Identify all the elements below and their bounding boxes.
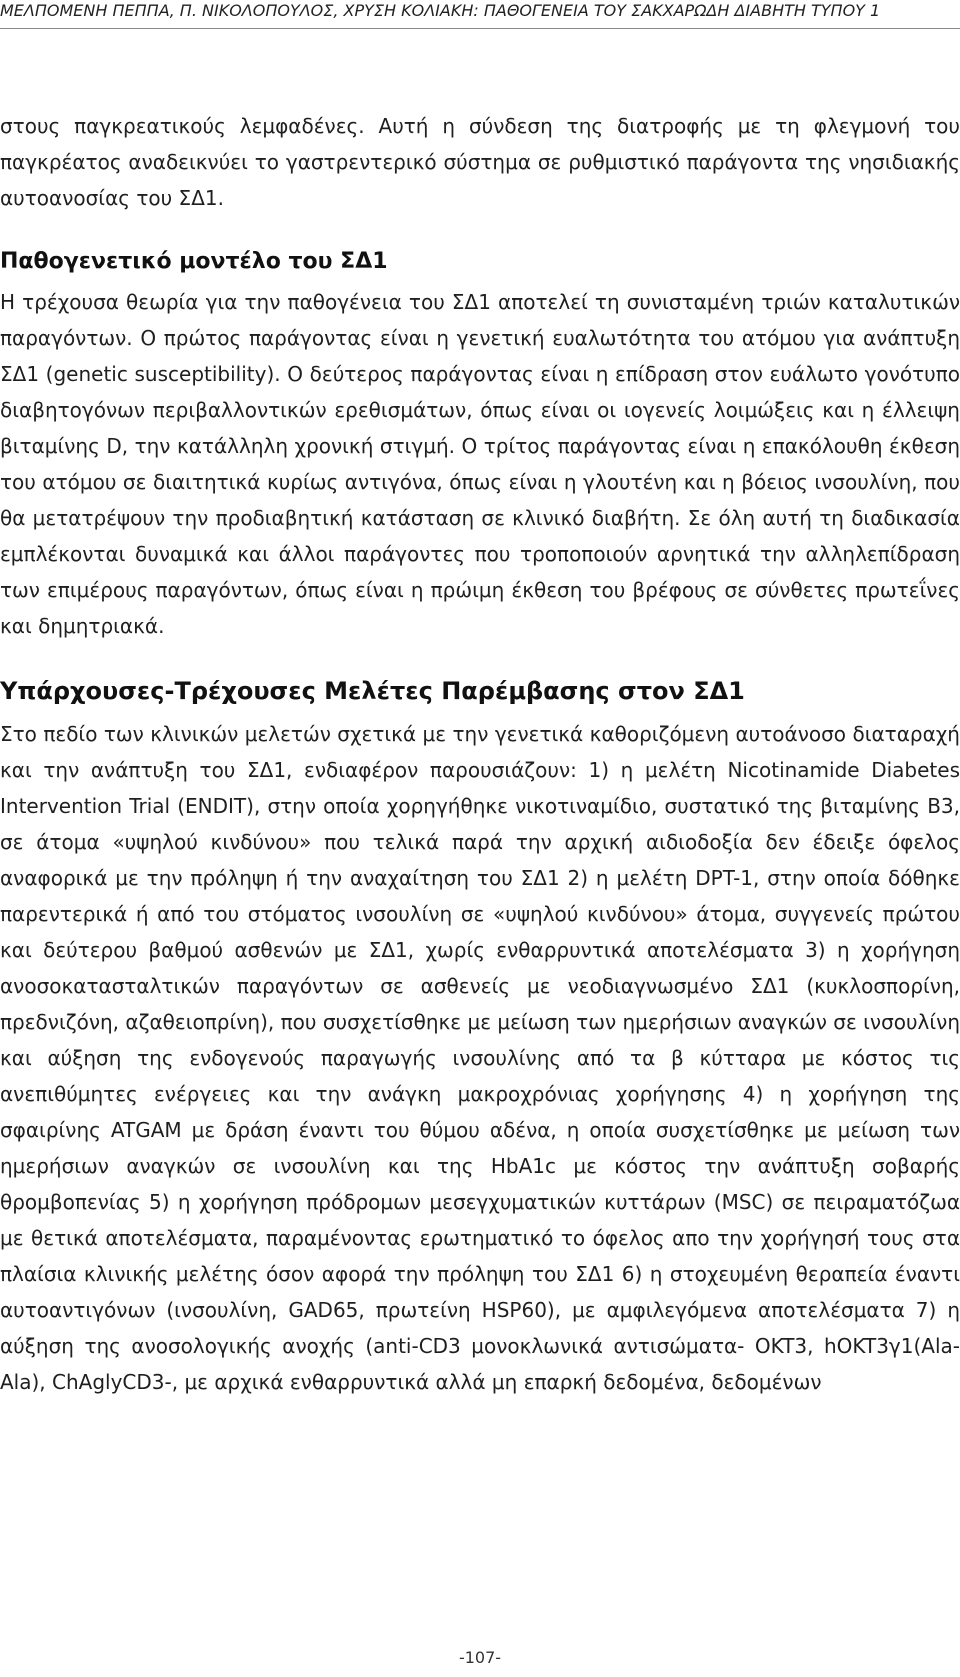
section-heading-pathogenetic-model: Παθογενετικό μοντέλο του ΣΔ1 [0, 249, 388, 274]
intro-paragraph: στους παγκρεατικούς λεμφαδένες. Αυτή η σύνδεση της διατροφής με τη φλεγμονή του παγκρέατος αναδεικνύει το γαστρεντερικό σύστημα σε ρυθμιστικό παράγοντα της νησιδιακής αυτοανοσίας του ΣΔ1. [0, 114, 960, 210]
running-header: ΜΕΛΠΟΜΕΝΗ ΠΕΠΠΑ, Π. ΝΙΚΟΛΟΠΟΥΛΟΣ, ΧΡΥΣΗ ΚΟΛΙΑΚΗ: ΠΑΘΟΓΕΝΕΙΑ ΤΟΥ ΣΑΚΧΑΡΩΔΗ ΔΙΑΒΗΤΗ ΤΥΠΟΥ 1 [0, 1, 881, 20]
intervention-studies-paragraph: Στο πεδίο των κλινικών μελετών σχετικά με την γενετικά καθοριζόμενη αυτοάνοσο διαταραχή και την ανάπτυξη του ΣΔ1, ενδιαφέρον παρουσιάζουν: 1) η μελέτη Nicotinamide Diabetes Intervention Trial (ENDIT), στην οποία χορηγήθηκε νικοτιναμίδιο, συστατικό της βιταμίνης Β3, σε άτομα «υψηλού κινδύνου» που τελικά παρά την αρχική αιδιοδοξία δεν έδειξε όφελος αναφορικά με την πρόληψη ή την αναχαίτηση του ΣΔ1 2) η μελέτη DPT-1, στην οποία δόθηκε παρεντερικά ή από του στόματος ινσουλίνη σε «υψηλού κινδύνου» άτομα, συγγενείς πρώτου και δεύτερου βαθμού ασθενών με ΣΔ1, χωρίς ενθαρρυντικά αποτελέσματα 3) η χορήγηση ανοσοκατασταλτικών παραγόντων σε ασθενείς με νεοδιαγνωσμένο ΣΔ1 (κυκλοσπορίνη, πρεδνιζόνη, αζαθειοπρίνη), που συσχετίσθηκε με μείωση των ημερήσιων αναγκών σε ινσουλίνη και αύξηση της ενδογενούς παραγωγής ινσουλίνης από τα β κύτταρα με κόστος τις ανεπιθύμητες ενέργειες και την ανάγκη μακροχρόνιας χορήγησης 4) η χορήγηση της σφαιρίνης ATGAM με δράση έναντι του θύμου αδένα, η οποία συσχετίσθηκε με μείωση των ημερήσιων αναγκών σε ινσουλίνη και της HbA1c με κόστος την ανάπτυξη σοβαρής θρομβοπενίας 5) η χορήγηση πρόδρομων μεσεγχυματικών κυττάρων (MSC) σε πειραματόζωα με θετικά αποτελέσματα, παραμένοντας ερωτηματικό το όφελος απο την χορήγησή τους στα πλαίσια κλινικής μελέτης όσον αφορά την πρόληψη του ΣΔ1 6) η στοχευμένη θεραπεία έναντι αυτοαντιγόνων (ινσουλίνη, GAD65, πρωτείνη HSP60), με αμφιλεγόμενα αποτελέσματα 7) η αύξηση της ανοσολογικής ανοχής (anti-CD3 μονοκλωνικά αντισώματα- OKT3, hOKT3γ1(Ala-Ala), ChAglyCD3-, με αρχικά ενθαρρυντικά αλλά μη επαρκή δεδομένα, δεδομένων [0, 722, 960, 1394]
section-heading-intervention-studies: Υπάρχουσες-Τρέχουσες Μελέτες Παρέμβασης στον ΣΔ1 [0, 677, 745, 705]
pathogenetic-model-paragraph: Η τρέχουσα θεωρία για την παθογένεια του ΣΔ1 αποτελεί τη συνισταμένη τριών καταλυτικών παραγόντων. Ο πρώτος παράγοντας είναι η γενετική ευαλωτότητα του ατόμου για ανάπτυξη ΣΔ1 (genetic susceptibility). Ο δεύτερος παράγοντας είναι η επίδραση στον ευάλωτο γονότυπο διαβητογόνων περιβαλλοντικών ερεθισμάτων, όπως είναι οι ιογενείς λοιμώξεις και η έλλειψη βιταμίνης D, την κατάλληλη χρονική στιγμή. Ο τρίτος παράγοντας είναι η επακόλουθη έκθεση του ατόμου σε διαιτητικά κυρίως αντιγόνα, όπως είναι η γλουτένη και η βόειος ινσουλίνη, που θα μετατρέψουν την προδιαβητική κατάσταση σε κλινικό διαβήτη. Σε όλη αυτή τη διαδικασία εμπλέκονται δυναμικά και άλλοι παράγοντες που τροποποιούν αρνητικά την αλληλεπίδραση των επιμέρους παραγόντων, όπως είναι η πρώιμη έκθεση του βρέφους σε σύνθετες πρωτεΐνες και δημητριακά. [0, 290, 960, 638]
page-number: -107- [458, 1648, 502, 1667]
header-divider [0, 28, 960, 29]
article-body [0, 108, 960, 1400]
